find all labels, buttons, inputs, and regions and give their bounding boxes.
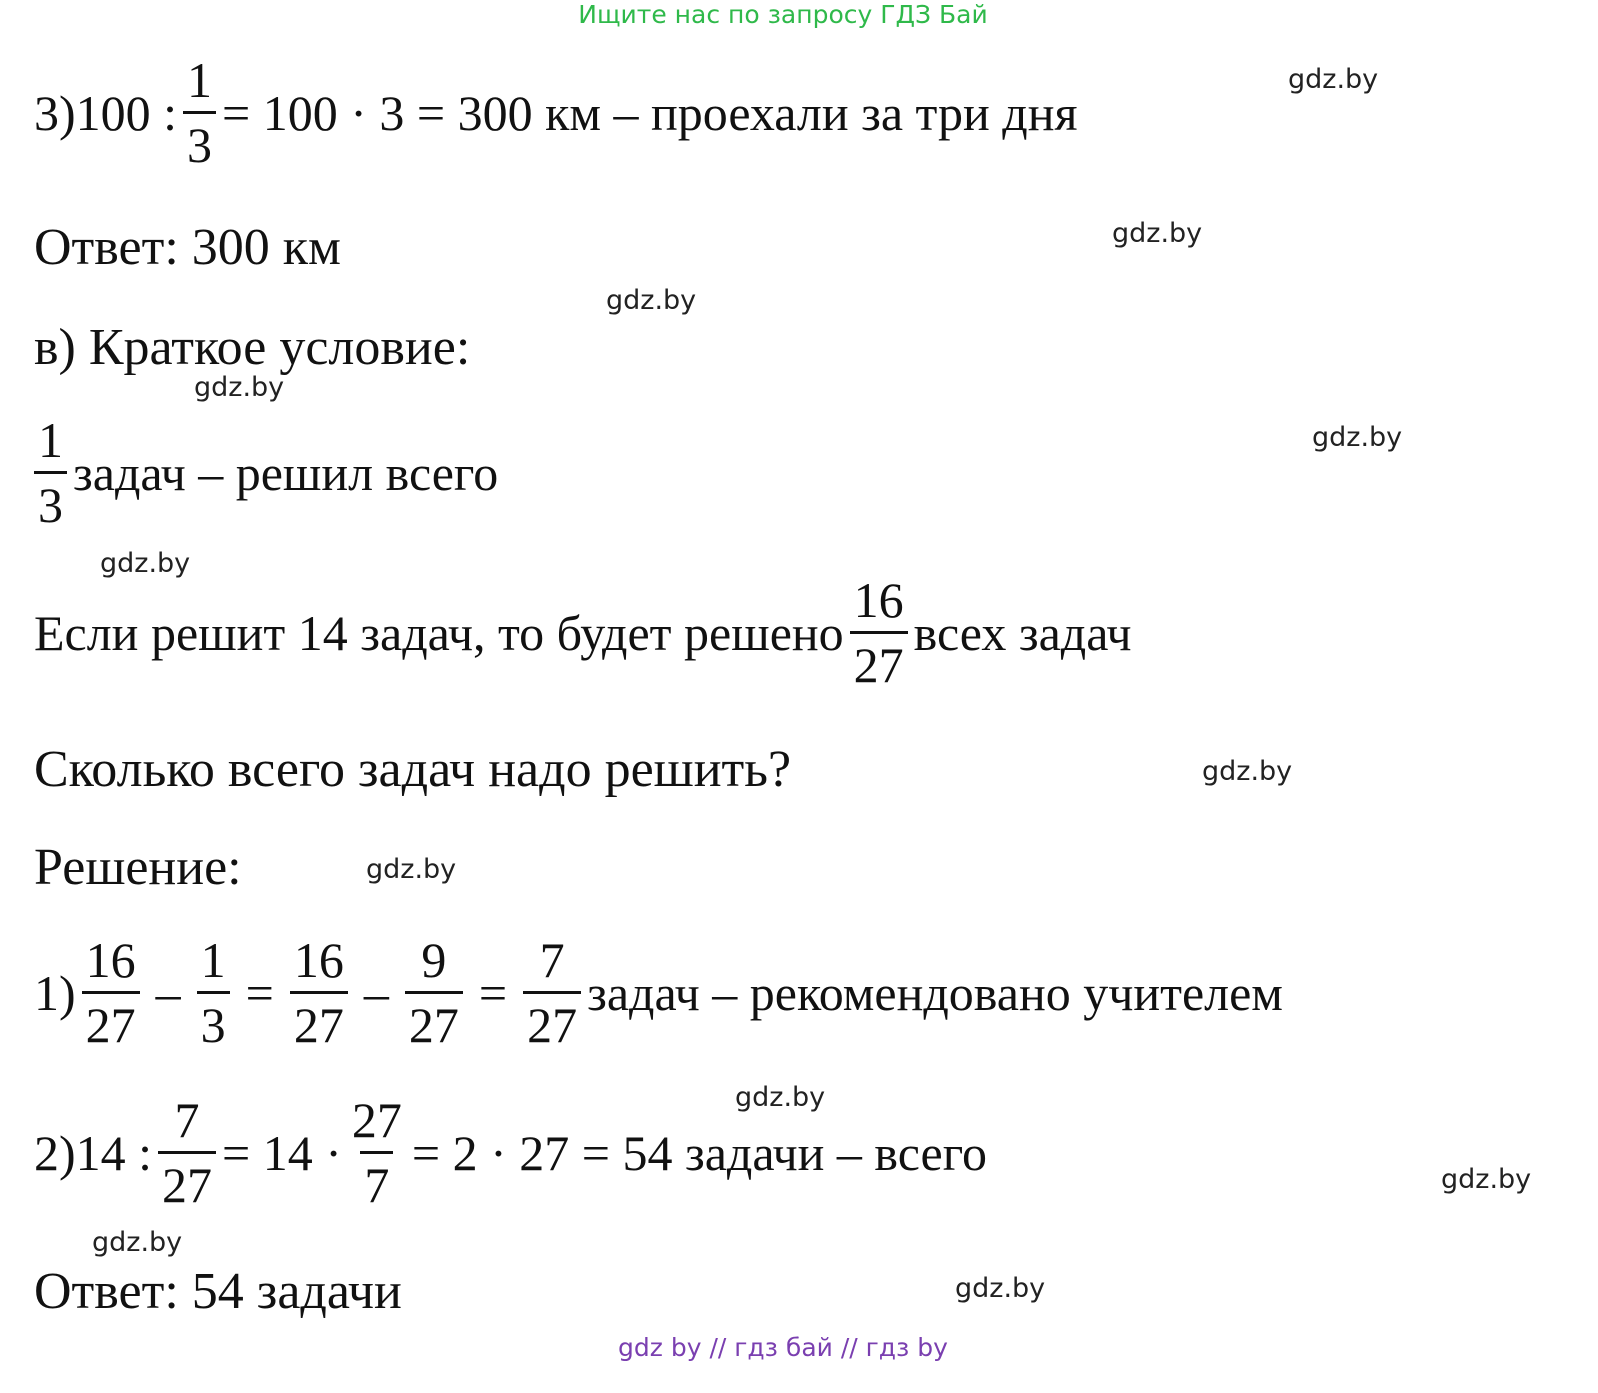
footer-links: gdz by // гдз бай // гдз by bbox=[618, 1333, 948, 1362]
operator: = bbox=[245, 964, 274, 1021]
denominator: 27 bbox=[405, 991, 463, 1050]
fraction bbox=[523, 932, 581, 1053]
operator: – bbox=[155, 964, 181, 1021]
condition-text: всех задач bbox=[913, 604, 1132, 661]
step-label: 3)100 : bbox=[34, 84, 178, 141]
watermark: gdz.by bbox=[735, 1082, 826, 1113]
fraction bbox=[34, 412, 67, 533]
denominator: 27 bbox=[850, 631, 908, 690]
watermark: gdz.by bbox=[1112, 218, 1203, 249]
condition-1 bbox=[28, 412, 499, 533]
numerator: 7 bbox=[174, 1092, 200, 1148]
fraction bbox=[158, 1092, 216, 1213]
solution-heading: Решение: bbox=[34, 839, 242, 896]
numerator: 1 bbox=[187, 52, 213, 108]
numerator: 27 bbox=[351, 1092, 402, 1148]
solution-step-2 bbox=[34, 1092, 988, 1213]
denominator: 27 bbox=[158, 1151, 216, 1210]
operator: – bbox=[363, 964, 389, 1021]
watermark: gdz.by bbox=[194, 372, 285, 403]
numerator: 1 bbox=[200, 932, 226, 988]
step-text: = 14 · bbox=[222, 1124, 342, 1181]
watermark: gdz.by bbox=[366, 854, 457, 885]
watermark: gdz.by bbox=[1441, 1164, 1532, 1195]
numerator: 7 bbox=[539, 932, 565, 988]
fraction bbox=[82, 932, 140, 1053]
header-banner: Ищите нас по запросу ГДЗ Бай bbox=[578, 0, 988, 29]
numerator: 16 bbox=[293, 932, 344, 988]
answer-2: Ответ: 54 задачи bbox=[34, 1263, 402, 1320]
numerator: 1 bbox=[38, 412, 63, 468]
denominator: 27 bbox=[290, 991, 348, 1050]
fraction bbox=[850, 572, 908, 693]
fraction bbox=[183, 52, 216, 173]
fraction bbox=[290, 932, 348, 1053]
denominator: 7 bbox=[360, 1151, 393, 1210]
condition-text: Если решит 14 задач, то будет решено bbox=[34, 604, 844, 661]
numerator: 9 bbox=[421, 932, 447, 988]
solution-step-3 bbox=[34, 52, 1078, 173]
step-text: задач – рекомендовано учителем bbox=[587, 964, 1283, 1021]
fraction bbox=[348, 1092, 406, 1213]
question: Сколько всего задач надо решить? bbox=[34, 741, 792, 798]
watermark: gdz.by bbox=[606, 285, 697, 316]
numerator: 16 bbox=[853, 572, 904, 628]
denominator: 3 bbox=[34, 471, 67, 530]
watermark: gdz.by bbox=[955, 1273, 1046, 1304]
step-label: 1) bbox=[34, 964, 76, 1021]
denominator: 3 bbox=[197, 991, 230, 1050]
step-label: 2)14 : bbox=[34, 1124, 153, 1181]
solution-step-1 bbox=[34, 932, 1283, 1053]
section-heading: в) Краткое условие: bbox=[34, 319, 471, 376]
watermark: gdz.by bbox=[1312, 422, 1403, 453]
fraction bbox=[197, 932, 230, 1053]
watermark: gdz.by bbox=[1288, 64, 1379, 95]
numerator: 16 bbox=[85, 932, 136, 988]
operator: = bbox=[478, 964, 508, 1021]
answer-1: Ответ: 300 км bbox=[34, 219, 341, 276]
denominator: 27 bbox=[82, 991, 140, 1050]
fraction bbox=[405, 932, 463, 1053]
denominator: 27 bbox=[523, 991, 581, 1050]
watermark: gdz.by bbox=[92, 1227, 183, 1258]
step-text: = 2 · 27 = 54 задачи – всего bbox=[411, 1124, 988, 1181]
denominator: 3 bbox=[183, 111, 216, 170]
step-text: = 100 · 3 = 300 км – проехали за три дня bbox=[222, 84, 1078, 141]
condition-2 bbox=[34, 572, 1132, 693]
watermark: gdz.by bbox=[100, 548, 191, 579]
condition-text: задач – решил всего bbox=[73, 444, 499, 501]
watermark: gdz.by bbox=[1202, 756, 1293, 787]
